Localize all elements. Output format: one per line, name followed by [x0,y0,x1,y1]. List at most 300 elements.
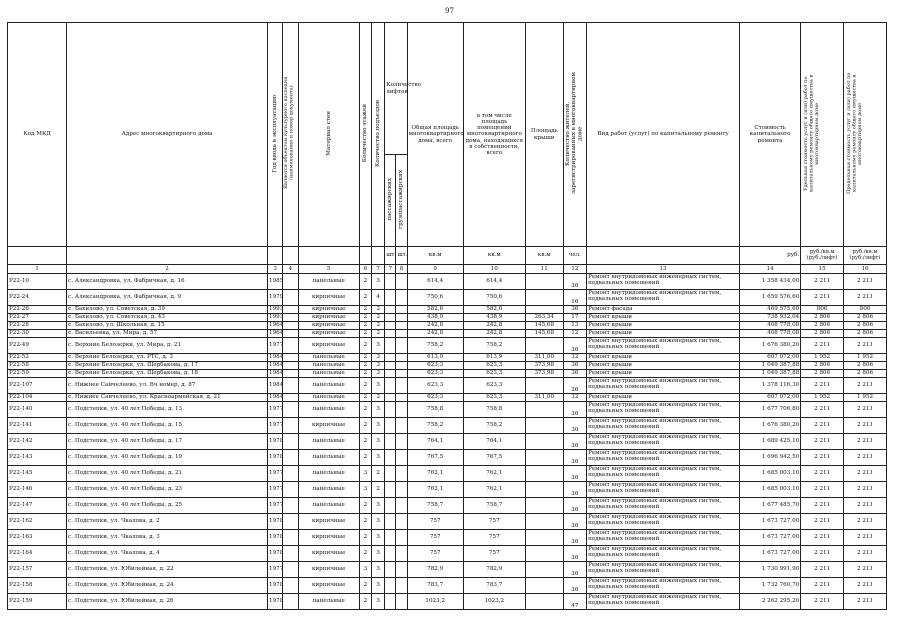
unit-limit-cost: руб./кв.м (руб./лифт) [844,247,887,265]
cell-area-total: 757 [407,546,463,562]
cell-empty [283,498,298,514]
cell-walls: кирпичные [298,514,359,530]
cell-code: Р22-49 [8,338,67,354]
cell-year: 1964 [269,322,284,329]
cell-walls: панельные [298,466,359,482]
cell-walls: панельные [298,362,359,370]
cell-year: 1978 [268,546,283,562]
cell-empty [385,578,396,594]
cell-residents: 36 [563,402,586,418]
cell-empty [396,394,407,402]
cell-limit: 2 211 [844,466,887,482]
cell-code: Р22-159 [8,594,67,610]
cell-cost: 469 575,60 [740,306,801,314]
cell-area-apart: 757 [463,514,525,530]
cell-empty [396,330,407,338]
cell-empty [283,314,298,322]
cell-cost: 1 677 706,80 [740,402,801,418]
cell-residents: 36 [563,482,586,498]
units-row [8,247,887,265]
cell-ent: 2 [371,306,384,314]
column-number: 8 [396,265,407,274]
table-row [8,450,887,466]
cell-empty [385,290,396,306]
cell-area-apart: 613,9 [463,354,525,362]
cell-area-apart: 582,6 [463,306,525,314]
cell-area-apart: 623,3 [463,370,525,378]
cell-residents: 36 [563,306,586,314]
cell-floors: 2 [359,594,371,610]
cell-area-total: 782,9 [407,562,463,578]
header-walls: Материал стен [298,23,359,247]
cell-empty [385,514,396,530]
cell-area-total: 750,6 [407,290,463,306]
cell-empty [385,314,396,322]
cell-area-apart: 623,3 [463,362,525,370]
cell-address: с. Подстепки, ул. Юбилейная, д. 24 [67,578,268,594]
cell-code: Р22-10 [8,274,67,290]
cell-floors: 2 [359,378,371,394]
cell-empty [283,354,298,362]
header-lifts: Количество лифтов [385,23,407,155]
cell-ent: 2 [371,330,384,338]
cell-address: с. Подстепки, ул. Юбилейная, д. 26 [67,594,268,610]
cell-empty [385,362,396,370]
cell-limit: 2 211 [844,338,887,354]
cell-area-apart: 758,7 [463,498,525,514]
cell-work: Ремонт внутридомовых инженерных систем, подвальных помещений [587,498,740,514]
cell-empty [396,498,407,514]
cell-address: с. Верхние Белозерки, ул. Мира, д. 21 [67,338,268,354]
cell-empty [385,530,396,546]
cell-area-apart: 623,3 [463,378,525,394]
cell-area-apart: 762,1 [463,482,525,498]
cell-floors: 2 [359,418,371,434]
cell-empty [283,562,298,578]
cell-address: с. Подстепки, ул. 40 лет Победы, д. 19 [67,450,268,466]
cell-unit: 2 211 [801,338,844,354]
cell-code: Р22-146 [8,482,67,498]
cell-empty [385,434,396,450]
cell-empty [385,306,396,314]
cell-cost: 1 696 942,50 [740,450,801,466]
cell-walls: панельные [298,402,359,418]
cell-empty [385,378,396,394]
cell-floors: 3 [359,482,371,498]
cell-area-total: 1023,2 [407,594,463,610]
cell-walls: кирпичные [298,578,359,594]
cell-area-roof [525,546,563,562]
cell-empty [283,378,298,394]
cell-limit: 2 211 [844,290,887,306]
cell-area-total: 783,7 [407,578,463,594]
cell-walls: панельные [298,450,359,466]
cell-year: 1978 [268,594,283,610]
cell-unit: 2 211 [801,594,844,610]
cell-unit: 2 211 [801,466,844,482]
cell-empty [283,402,298,418]
cell-residents: 36 [563,434,586,450]
cell-empty [396,338,407,354]
cell-work: Ремонт крыши [587,370,740,378]
cell-cost: 1 358 434,00 [740,274,801,290]
cell-ent: 3 [371,578,384,594]
cell-work: Ремонт крыши [587,322,740,330]
cell-area-total: 623,3 [407,378,463,394]
cell-work: Ремонт внутридомовых инженерных систем, подвальных помещений [587,338,740,354]
cell-floors: 2 [359,434,371,450]
cell-limit: 2 806 [844,362,887,370]
column-number: 1 [8,265,67,274]
cell-area-roof [525,418,563,434]
cell-area-total: 757 [407,530,463,546]
header-address: Адрес многоквартирного дома [67,23,268,247]
cell-work: Ремонт внутридомовых инженерных систем, подвальных помещений [587,290,740,306]
cell-area-roof [525,498,563,514]
header-lifts-cargo: грузопассажирских [396,155,407,247]
cell-work: Ремонт крыши [587,314,740,322]
cell-empty [283,450,298,466]
cell-address: с. Бахилово, ул. Школьная, д. 15 [67,322,268,330]
cell-work: Ремонт внутридомовых инженерных систем, подвальных помещений [587,466,740,482]
cell-unit: 2 211 [801,498,844,514]
cell-address: с. Подстепки, ул. Чкалова, д. 2 [67,514,268,530]
cell-limit: 1 952 [844,354,887,362]
cell-work: Ремонт внутридомовых инженерных систем, подвальных помещений [587,450,740,466]
column-number: 9 [407,265,463,274]
cell-address: с. Верхние Белозерки, ул. РТС, д. 3 [67,354,268,362]
cell-unit: 2 211 [801,434,844,450]
cell-floors: 2 [359,514,371,530]
cell-address: с. Подстепки, ул. 40 лет Победы, д. 15 [67,418,268,434]
cell-code: Р22-58 [8,362,67,370]
cell-address: с. Нижнее Санчелеево, ул. Вч номер, д. 87 [67,378,268,394]
cell-empty [283,514,298,530]
header-residents: Количество жителей, зарегистрированных в многоквартирном доме [563,23,586,247]
cell-empty [283,394,298,402]
cell-area-total: 758,7 [407,498,463,514]
cell-area-total: 762,1 [407,482,463,498]
cell-empty [283,546,298,562]
header-year: Год ввода в эксплуатацию [268,23,283,247]
cell-code: Р22-28 [8,322,67,330]
cell-address: с. Подстепки, ул. 40 лет Победы, д. 17 [67,434,268,450]
cell-code: Р22-104 [8,394,67,402]
header-cost: Стоимость капитального ремонта [740,23,801,247]
header-entrances: Количество подъездов [371,23,384,247]
page-number: 97 [445,7,454,15]
table-row [8,394,887,402]
cell-empty [396,562,407,578]
cell-work: Ремонт внутридомовых инженерных систем, подвальных помещений [587,482,740,498]
table-row [8,514,887,530]
cell-empty [385,482,396,498]
cell-ent: 2 [371,322,384,330]
cell-cost: 1 685 003,10 [740,466,801,482]
cell-unit: 2 211 [801,514,844,530]
cell-area-roof: 145,68 [525,330,563,338]
cell-year: 1964 [269,330,284,337]
cell-cost: 1 689 425,10 [740,434,801,450]
cell-floors: 2 [359,274,371,290]
cell-area-roof [525,402,563,418]
header-area-total: Общая площадь многоквартирного дома, всего [407,23,463,247]
table-row [8,530,887,546]
cell-area-roof [525,578,563,594]
cell-year: 1978 [268,434,283,450]
cell-area-apart: 782,9 [463,562,525,578]
cell-ent: 3 [371,594,384,610]
column-number: 13 [587,265,740,274]
cell-unit: 2 211 [801,578,844,594]
cell-empty [385,322,396,330]
cell-limit: 1 952 [844,394,887,402]
cell-limit: 2 211 [844,498,887,514]
cell-address: с. Бахилово, ул. Советская, д. 39 [67,306,268,314]
cell-limit: 2 211 [844,418,887,434]
cell-unit: 2 806 [801,322,844,330]
cell-area-apart: 614,4 [463,274,525,290]
cell-work: Ремонт крыши [587,354,740,362]
cell-floors: 3 [359,562,371,578]
cell-code: Р22-27 [8,314,67,322]
cell-empty [283,370,298,378]
cell-empty [385,450,396,466]
cell-floors: 2 [359,330,371,338]
cell-limit: 2 211 [844,450,887,466]
cell-residents: 36 [563,546,586,562]
cell-work: Ремонт крыши [587,394,740,402]
cell-work: Ремонт фасада [587,306,740,314]
cell-floors: 2 [359,530,371,546]
cell-address: с. Подстепки, ул. Чкалова, д. 4 [67,546,268,562]
cell-unit: 2 806 [801,362,844,370]
cell-area-apart: 750,6 [463,290,525,306]
cell-code: Р22-140 [8,402,67,418]
unit-area-roof: кв.м [525,247,563,265]
cell-empty [396,402,407,418]
cell-walls: панельные [298,354,359,362]
cell-unit: 2 806 [801,330,844,338]
header-limit-cost: Предельная стоимость услуг и (или) работ по капитальному ремонту общего имущества в многоквартирном доме [844,23,887,247]
cell-cost: 1 676 380,20 [740,418,801,434]
column-number: 3 [268,265,283,274]
table-row [8,578,887,594]
cell-floors: 2 [359,338,371,354]
cell-ent: 3 [371,530,384,546]
cell-year: 1985 [268,274,283,290]
cell-ent: 3 [371,450,384,466]
cell-walls: кирпичные [298,546,359,562]
cell-floors: 2 [359,394,371,402]
cell-empty [396,514,407,530]
cell-empty [396,354,407,362]
cell-area-total: 757 [407,514,463,530]
cell-area-roof: 311,00 [525,354,563,362]
cell-ent: 3 [371,434,384,450]
cell-residents: 32 [563,394,586,402]
cell-empty [396,434,407,450]
cell-work: Ремонт крыши [587,330,740,338]
cell-floors: 2 [359,354,371,362]
cell-area-apart: 438,9 [463,314,525,322]
cell-residents: 30 [563,418,586,434]
cell-area-roof: 373,98 [525,370,563,378]
table-row [8,354,887,362]
cell-area-total: 767,5 [407,450,463,466]
cell-residents: 36 [563,562,586,578]
cell-area-apart: 764,1 [463,434,525,450]
cell-walls: панельные [298,370,359,378]
cell-empty [283,322,298,330]
cell-area-roof [525,274,563,290]
cell-walls: кирпичные [298,530,359,546]
cell-empty [385,274,396,290]
cell-year: 1977 [268,402,283,418]
cell-address: с. Верхние Белозерки, ул. Щербакова, д. 17 [67,362,268,370]
cell-cost: 738 932,04 [740,314,801,322]
table-row [8,330,887,338]
cell-area-total: 242,8 [407,322,463,330]
cell-code: Р22-142 [8,434,67,450]
cell-ent: 2 [371,482,384,498]
cell-cost: 1 673 727,00 [740,514,801,530]
cell-unit: 2 211 [801,418,844,434]
cell-area-apart: 758,2 [463,418,525,434]
cell-limit: 2 806 [844,314,887,322]
cell-address: с. Подстепки, ул. 40 лет Победы, д. 13 [67,402,268,418]
cell-limit: 2 211 [844,546,887,562]
cell-area-total: 758,8 [407,402,463,418]
table-row [8,466,887,482]
table-row [8,546,887,562]
cell-floors: 2 [359,450,371,466]
cell-residents: 36 [563,338,586,354]
cell-area-total: 614,4 [407,274,463,290]
cell-address: с. Подстепки, ул. 40 лет Победы, д. 21 [67,466,268,482]
cell-ent: 3 [371,418,384,434]
cell-empty [385,338,396,354]
cell-area-apart: 242,8 [463,330,525,338]
cell-cost: 1 659 576,60 [740,290,801,306]
cell-year: 1979 [268,290,283,306]
cell-work: Ремонт внутридомовых инженерных систем, подвальных помещений [587,418,740,434]
cell-area-apart: 242,8 [463,322,525,330]
repair-table [7,22,887,610]
table-row [8,290,887,306]
cell-address: с. Верхние Белозерки, ул. Щербакова, д. 18 [67,370,268,378]
cell-ent: 3 [371,378,384,394]
cell-unit: 2 211 [801,530,844,546]
cell-empty [396,482,407,498]
cell-area-roof: 145,68 [525,322,563,330]
cell-empty [396,274,407,290]
cell-address: с. Подстепки, ул. 40 лет Победы, д. 23 [67,482,268,498]
cell-residents: 36 [563,450,586,466]
cell-empty [283,362,298,370]
cell-year: 1984 [269,394,284,401]
cell-code: Р22-157 [8,562,67,578]
cell-unit: 2 211 [801,378,844,394]
cell-area-apart: 757 [463,530,525,546]
cell-empty [283,578,298,594]
cell-area-apart: 758,8 [463,402,525,418]
unit-area-apart: кв.м [463,247,525,265]
cell-cost: 607 072,00 [740,354,801,362]
cell-area-total: 242,8 [407,330,463,338]
cell-work: Ремонт внутридомовых инженерных систем, подвальных помещений [587,514,740,530]
cell-limit: 2 211 [844,530,887,546]
cell-residents: 47 [563,594,586,610]
cell-walls: панельные [298,378,359,394]
cell-area-roof: 263,34 [525,314,563,322]
column-number: 5 [298,265,359,274]
table-row [8,482,887,498]
cell-unit: 1 952 [801,394,844,402]
cell-empty [396,362,407,370]
cell-cost: 1 673 727,00 [740,546,801,562]
cell-area-total: 623,3 [407,394,463,402]
unit-lifts-pass: шт. [385,247,396,265]
cell-cost: 2 262 295,20 [740,594,801,610]
header-area-apart: в том числе площадь помещений многоквартирного дома, находящихся в собственности, всего [463,23,525,247]
cell-work: Ремонт крыши [587,362,740,370]
cell-empty [385,498,396,514]
cell-floors: 2 [359,306,371,314]
cell-empty [396,418,407,434]
cell-empty [283,466,298,482]
header-lifts-pass: пассажирских [385,155,396,247]
cell-empty [396,594,407,610]
cell-code: Р22-26 [8,306,67,314]
cell-year: 1978 [268,450,283,466]
cell-area-apart: 758,2 [463,338,525,354]
cell-year: 1977 [268,562,283,578]
header-floors: Количество этажей [359,23,371,247]
cell-walls: кирпичные [298,418,359,434]
cell-empty [283,434,298,450]
cell-year: 1977 [268,418,283,434]
cell-empty [283,306,298,314]
cell-cost: 1 732 760,70 [740,578,801,594]
cell-cost: 1 378 116,30 [740,378,801,394]
header-unit-cost: Удельная стоимость услуг и (или) работ по капитальному ремонту общего имущества в многоквартирном доме [801,23,844,247]
cell-area-roof [525,378,563,394]
cell-walls: панельные [298,394,359,402]
cell-area-apart: 623,3 [463,394,525,402]
cell-work: Ремонт внутридомовых инженерных систем, подвальных помещений [587,274,740,290]
cell-walls: кирпичные [298,330,359,338]
cell-unit: 2 211 [801,562,844,578]
cell-empty [396,314,407,322]
cell-area-roof [525,594,563,610]
cell-residents: 12 [563,330,586,338]
cell-ent: 4 [371,290,384,306]
cell-ent: 2 [371,466,384,482]
cell-walls: кирпичные [298,314,359,322]
cell-floors: 2 [359,546,371,562]
cell-code: Р22-162 [8,514,67,530]
cell-empty [396,530,407,546]
cell-address: с. Бахилово, ул. Советская, д. 43 [67,314,268,322]
cell-residents: 36 [563,274,586,290]
column-number: 7 [385,265,396,274]
cell-walls: кирпичные [298,306,359,314]
cell-unit: 2 211 [801,402,844,418]
cell-area-total: 762,1 [407,466,463,482]
cell-cost: 408 778,08 [740,322,801,330]
cell-work: Ремонт внутридомовых инженерных систем, подвальных помещений [587,434,740,450]
